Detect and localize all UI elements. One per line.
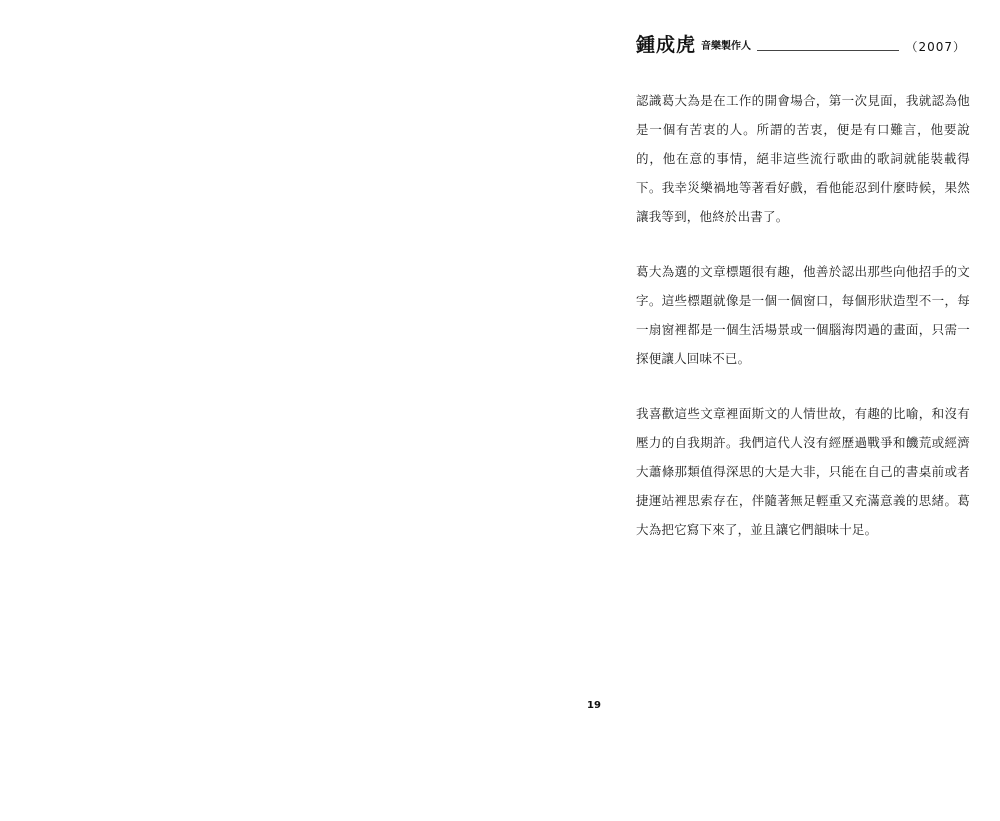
page-number: 19 bbox=[587, 700, 601, 711]
preface-header bbox=[636, 32, 966, 56]
author-role: 音樂製作人 bbox=[701, 41, 752, 52]
author-name: 鍾成虎 bbox=[636, 34, 697, 56]
paragraph-2: 葛大為選的文章標題很有趣，他善於認出那些向他招手的文字。這些標題就像是一個一個窗口，每個形狀造型不一，每一扇窗裡都是一個生活場景或一個腦海閃過的畫面，只需一探便讓人回味不已。 bbox=[636, 264, 970, 366]
header-year: （2007） bbox=[905, 40, 966, 54]
header-rule bbox=[757, 50, 899, 51]
preface-body bbox=[636, 86, 970, 570]
paragraph-1: 認識葛大為是在工作的開會場合，第一次見面，我就認為他是一個有苦衷的人。所謂的苦衷，便是有口難言，他要說的，他在意的事情，絕非這些流行歌曲的歌詞就能裝載得下。我幸災樂禍地等著看好戲，看他能忍到什麼時候，果然讓我等到，他終於出書了。 bbox=[636, 93, 970, 224]
paragraph-3: 我喜歡這些文章裡面斯文的人情世故，有趣的比喻，和沒有壓力的自我期許。我們這代人沒有經歷過戰爭和饑荒或經濟大蕭條那類值得深思的大是大非，只能在自己的書桌前或者捷運站裡思索存在，伴隨著無足輕重又充滿意義的思緒。葛大為把它寫下來了，並且讓它們韻味十足。 bbox=[636, 406, 970, 537]
